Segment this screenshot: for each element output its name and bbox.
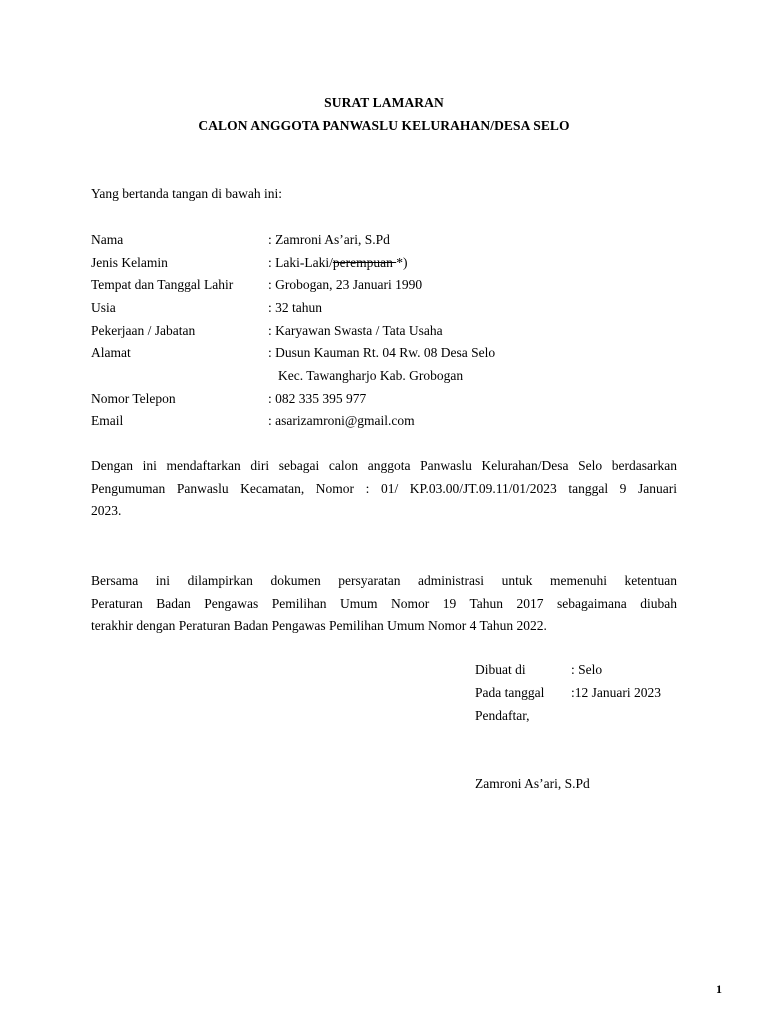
paragraph-attachments — [91, 570, 677, 638]
dibuat-label: Dibuat di — [475, 662, 526, 677]
field-value-ttl: : Grobogan, 23 Januari 1990 — [268, 277, 423, 292]
gender-struck-option: perempuan — [332, 255, 397, 270]
paragraph-line: Dengan ini mendaftarkan diri sebagai calon anggota Panwaslu Kelurahan/Desa Selo berdasarkan — [91, 458, 677, 473]
paragraph-line: Peraturan Badan Pengawas Pemilihan Umum Nomor 19 Tahun 2017 sebagaimana diubah — [91, 595, 677, 611]
pendaftar-label: Pendaftar, — [475, 708, 530, 723]
page-number: 1 — [716, 982, 722, 996]
paragraph-line: 2023. — [91, 503, 122, 518]
signatory-name: Zamroni As’ari, S.Pd — [475, 776, 590, 791]
field-value-pekerjaan: : Karyawan Swasta / Tata Usaha — [268, 323, 443, 338]
field-value-alamat-line2: Kec. Tawangharjo Kab. Grobogan — [278, 368, 464, 383]
field-label-email: Email — [91, 413, 124, 428]
field-label-ttl: Tempat dan Tanggal Lahir — [91, 277, 234, 292]
field-label-telepon: Nomor Telepon — [91, 391, 176, 406]
gender-suffix: *) — [396, 255, 408, 270]
field-value-usia: : 32 tahun — [268, 300, 322, 315]
field-label-usia: Usia — [91, 300, 116, 315]
field-value-alamat: : Dusun Kauman Rt. 04 Rw. 08 Desa Selo — [268, 345, 496, 360]
gender-prefix: : Laki-Laki/ — [268, 255, 333, 270]
dibuat-value: : Selo — [571, 662, 603, 677]
intro-text: Yang bertanda tangan di bawah ini: — [91, 186, 282, 201]
paragraph-line: Bersama ini dilampirkan dokumen persyaratan administrasi untuk memenuhi ketentuan — [91, 573, 677, 588]
field-label-pekerjaan: Pekerjaan / Jabatan — [91, 323, 196, 338]
tanggal-label: Pada tanggal — [475, 685, 545, 700]
tanggal-value: :12 Januari 2023 — [571, 685, 661, 700]
document-title: SURAT LAMARAN — [324, 95, 444, 110]
field-label-jenis-kelamin: Jenis Kelamin — [91, 255, 168, 270]
field-value-email: : asarizamroni@gmail.com — [268, 413, 415, 428]
field-label-nama: Nama — [91, 232, 124, 247]
field-value-telepon: : 082 335 395 977 — [268, 391, 367, 406]
field-value-jenis-kelamin — [268, 255, 407, 271]
paragraph-registration — [91, 455, 677, 523]
paragraph-line: terakhir dengan Peraturan Badan Pengawas Pemilihan Umum Nomor 4 Tahun 2022. — [91, 618, 547, 633]
document-subtitle: CALON ANGGOTA PANWASLU KELURAHAN/DESA SELO — [198, 118, 570, 133]
field-label-alamat: Alamat — [91, 345, 131, 360]
field-value-nama: : Zamroni As’ari, S.Pd — [268, 232, 390, 247]
paragraph-line: Pengumuman Panwaslu Kecamatan, Nomor : 01/ KP.03.00/JT.09.11/01/2023 tanggal 9 Januari — [91, 480, 677, 496]
